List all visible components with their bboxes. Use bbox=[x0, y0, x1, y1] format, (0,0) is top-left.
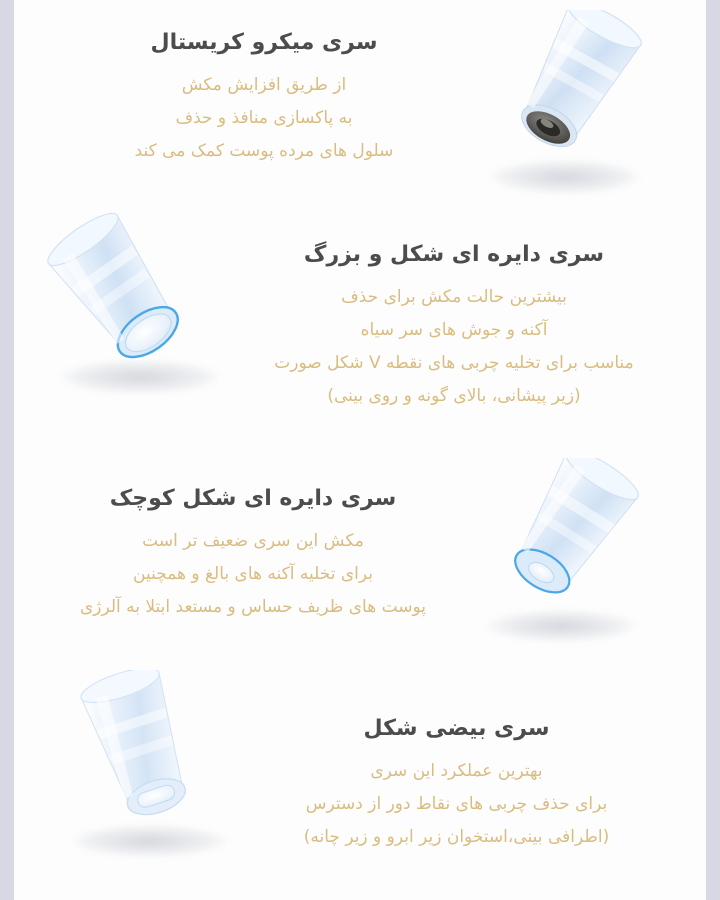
oval-heading: سری بیضی شکل bbox=[363, 716, 550, 741]
micro-crystal-heading: سری میکرو کریستال bbox=[150, 30, 378, 55]
section-large-round bbox=[14, 210, 706, 460]
page-left-border bbox=[0, 0, 14, 900]
micro-crystal-description bbox=[44, 69, 484, 168]
infographic-canvas bbox=[14, 0, 706, 900]
large-round-heading: سری دایره ای شکل و بزرگ bbox=[303, 242, 605, 267]
large-round-nozzle-image bbox=[40, 210, 240, 405]
micro-crystal-line-1: از طریق افزایش مکش bbox=[181, 75, 347, 95]
small-round-line-2: برای تخلیه آکنه های بالغ و همچنین bbox=[133, 564, 373, 585]
section-micro-crystal bbox=[14, 0, 706, 220]
oval-description bbox=[229, 755, 684, 854]
small-round-heading: سری دایره ای شکل کوچک bbox=[109, 486, 397, 511]
micro-crystal-line-2: به پاکسازی منافذ و حذف bbox=[175, 108, 353, 129]
large-round-line-3: مناسب برای تخلیه چربی های نقطه V شکل صورت bbox=[274, 353, 634, 374]
page-right-border bbox=[706, 0, 720, 900]
large-round-description bbox=[224, 281, 684, 414]
large-round-line-2: آکنه و جوش های سر سیاه bbox=[360, 320, 548, 341]
micro-crystal-text-block bbox=[44, 26, 484, 168]
oval-line-2: برای حذف چربی های نقاط دور از دسترس bbox=[305, 794, 608, 815]
oval-line-1: بهترین عملکرد این سری bbox=[370, 761, 543, 781]
small-round-line-3: پوست های ظریف حساس و مستعد ابتلا به آلرژی bbox=[79, 597, 427, 618]
large-round-text-block bbox=[224, 238, 684, 414]
small-round-description bbox=[38, 525, 468, 624]
oval-line-3: (اطرافی بینی،استخوان زیر ابرو و زیر چانه) bbox=[303, 827, 610, 848]
oval-text-block bbox=[229, 712, 684, 854]
section-small-round bbox=[14, 450, 706, 680]
small-round-line-1: مکش این سری ضعیف تر است bbox=[142, 531, 364, 551]
micro-crystal-line-3: سلول های مرده پوست کمک می کند bbox=[134, 141, 394, 162]
large-round-line-1: بیشترین حالت مکش برای حذف bbox=[341, 287, 567, 307]
large-round-line-4: (زیر پیشانی، بالای گونه و روی بینی) bbox=[327, 386, 581, 407]
small-round-text-block bbox=[38, 482, 468, 624]
micro-crystal-nozzle-image bbox=[476, 10, 666, 205]
oval-nozzle-image bbox=[54, 670, 254, 865]
section-oval bbox=[14, 670, 706, 900]
small-round-nozzle-image bbox=[464, 458, 664, 653]
